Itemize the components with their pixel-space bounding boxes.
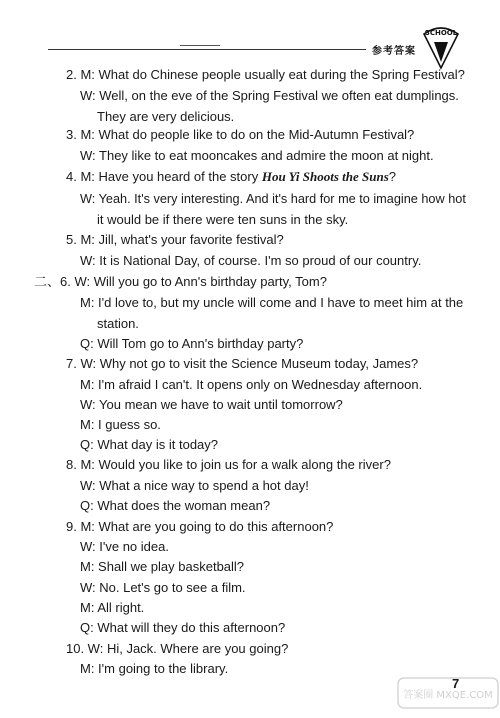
text-line: M: Shall we play basketball? <box>80 559 245 574</box>
watermark-text: 答案圈 MXQE.COM <box>403 690 493 701</box>
school-badge-text: SCHOOL <box>424 29 458 37</box>
text-line: 5. M: Jill, what's your favorite festival? <box>66 232 284 247</box>
text-line: 10. W: Hi, Jack. Where are you going? <box>66 641 289 656</box>
text-line: W: It is National Day, of course. I'm so proud of our country. <box>80 253 422 268</box>
text-line: M: I guess so. <box>80 417 161 432</box>
text-line: W: You mean we have to wait until tomorrow? <box>80 397 343 412</box>
text-line: W: What a nice way to spend a hot day! <box>80 478 309 493</box>
text-line: Q: What will they do this afternoon? <box>80 620 286 635</box>
text-line: 3. M: What do people like to do on the Mid-Autumn Festival? <box>66 127 415 142</box>
story-title: Hou Yi Shoots the Suns <box>261 169 389 184</box>
header-decor-line <box>180 45 220 46</box>
text-line: W: No. Let's go to see a film. <box>80 580 246 595</box>
text-line: W: Yeah. It's very interesting. And it's hard for me to imagine how hot <box>80 191 466 206</box>
header-label: 参考答案 <box>372 46 416 57</box>
text-line: 4. M: Have you heard of the story Hou Yi Shoots the Suns? <box>66 169 396 184</box>
text-line: Q: Will Tom go to Ann's birthday party? <box>80 336 304 351</box>
text-line: 7. W: Why not go to visit the Science Museum today, James? <box>66 356 419 371</box>
text-line: it would be if there were ten suns in the sky. <box>97 212 349 227</box>
text-line: 8. M: Would you like to join us for a walk along the river? <box>66 457 391 472</box>
text-line: 9. M: What are you going to do this afternoon? <box>66 519 334 534</box>
text-line: station. <box>97 316 139 331</box>
watermark-logo <box>396 672 500 718</box>
header-rule <box>48 49 366 50</box>
school-badge-icon <box>418 20 464 72</box>
text-line: M: I'm afraid I can't. It opens only on Wednesday afternoon. <box>80 377 423 392</box>
text-line: They are very delicious. <box>97 109 235 124</box>
text-line: W: They like to eat mooncakes and admire the moon at night. <box>80 148 434 163</box>
text-line: 二、6. W: Will you go to Ann's birthday party, Tom? <box>34 274 327 289</box>
text-line: M: I'd love to, but my uncle will come and I have to meet him at the <box>80 295 464 310</box>
page-number: 7 <box>452 676 460 691</box>
text-line: Q: What day is it today? <box>80 437 219 452</box>
text-line: 2. M: What do Chinese people usually eat during the Spring Festival? <box>66 67 465 82</box>
text-line: Q: What does the woman mean? <box>80 498 271 513</box>
text-line: M: All right. <box>80 600 145 615</box>
text-line: W: I've no idea. <box>80 539 169 554</box>
text-line: W: Well, on the eve of the Spring Festival we often eat dumplings. <box>80 88 459 103</box>
text-line: M: I'm going to the library. <box>80 661 229 676</box>
